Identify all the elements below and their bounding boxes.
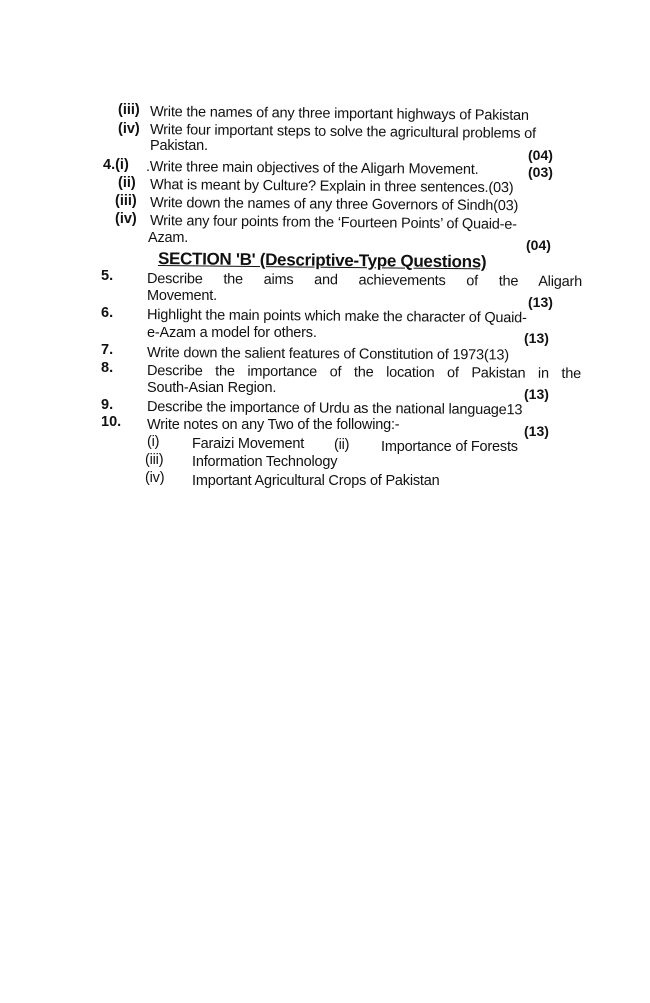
question-marks: (13) [524, 423, 549, 439]
note-number: (iv) [145, 470, 165, 486]
question-text-continued: Movement. [147, 288, 217, 304]
question-number: (iv) [118, 121, 140, 137]
note-text: Importance of Forests [381, 439, 518, 455]
question-text: What is meant by Culture? Explain in three sentences.(03) [149, 177, 514, 197]
question-number: (iii) [118, 102, 140, 118]
question-text-continued: e-Azam a model for others. [147, 325, 317, 341]
note-text: Faraizi Movement [192, 436, 305, 452]
question-marks: (04) [528, 147, 553, 163]
question-number: 4.(i) [103, 157, 129, 173]
question-number: 5. [101, 268, 114, 284]
question-marks: (04) [526, 237, 551, 253]
question-number: (ii) [118, 175, 136, 191]
question-text: Write four important steps to solve the agricultural problems of [149, 122, 536, 143]
question-number: 7. [101, 342, 114, 358]
question-text: Write any four points from the ‘Fourteen Points’ of Quaid-e- [149, 213, 517, 233]
question-number: 10. [101, 414, 122, 430]
question-text: Highlight the main points which make the character of Quaid- [146, 307, 527, 327]
question-marks: (13) [524, 330, 549, 346]
question-text-continued: Pakistan. [150, 138, 208, 154]
section-b-heading: SECTION 'B' (Descriptive-Type Questions) [157, 249, 487, 272]
note-text: Important Agricultural Crops of Pakistan [192, 473, 440, 489]
question-text-continued: Azam. [148, 230, 189, 246]
note-number: (i) [147, 434, 160, 450]
note-text: Information Technology [192, 454, 338, 470]
note-number: (iii) [145, 452, 164, 468]
question-number: (iii) [115, 193, 137, 209]
question-text: Describe the aims and achievements of the Aligarh [146, 271, 583, 291]
question-number: 9. [101, 397, 114, 413]
question-text: Describe the importance of Urdu as the national language13 [146, 399, 523, 419]
question-text: Write the names of any three important highways of Pakistan [149, 104, 529, 124]
question-number: 8. [101, 360, 114, 376]
note-number: (ii) [334, 437, 350, 453]
question-text: Write down the salient features of Constitution of 1973(13) [146, 345, 509, 364]
question-text: Write down the names of any three Governors of Sindh(03) [149, 195, 519, 215]
question-number: 6. [101, 305, 114, 321]
question-text: .Write three main objectives of the Aligarh Movement. [145, 159, 479, 178]
question-marks: (03) [528, 164, 553, 180]
question-marks: (13) [528, 294, 553, 310]
question-text: Describe the importance of the location of Pakistan in the [146, 363, 582, 383]
question-number: (iv) [115, 211, 137, 227]
question-text: Write notes on any Two of the following:- [147, 417, 400, 433]
question-marks: (13) [524, 386, 549, 402]
question-text-continued: South-Asian Region. [147, 380, 277, 396]
